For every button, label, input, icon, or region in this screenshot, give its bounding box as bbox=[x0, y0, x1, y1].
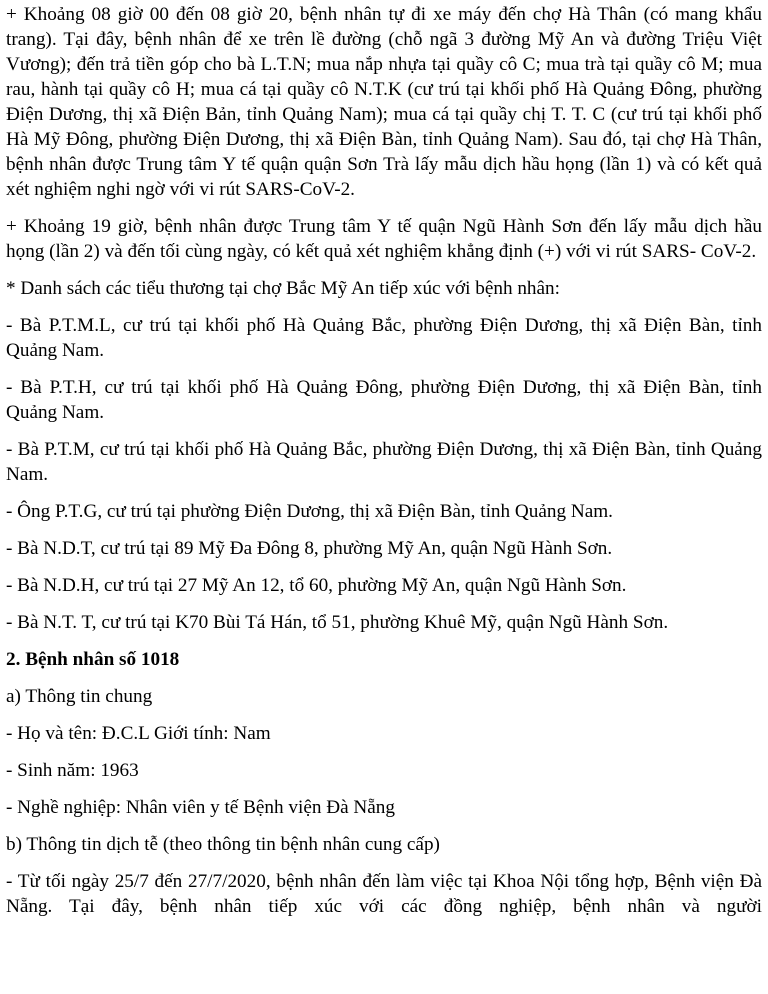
list-item-trader-1: - Bà P.T.M.L, cư trú tại khối phố Hà Quảng Bắc, phường Điện Dương, thị xã Điện Bàn, tỉnh Quảng Nam. bbox=[6, 315, 762, 361]
section-heading-patient-1018: 2. Bệnh nhân số 1018 bbox=[6, 649, 180, 670]
list-item-trader-2: - Bà P.T.H, cư trú tại khối phố Hà Quảng Đông, phường Điện Dương, thị xã Điện Bàn, tỉnh Quảng Nam. bbox=[6, 377, 762, 423]
field-name-gender: - Họ và tên: Đ.C.L Giới tính: Nam bbox=[6, 723, 271, 744]
paragraph-work-history: - Từ tối ngày 25/7 đến 27/7/2020, bệnh nhân đến làm việc tại Khoa Nội tổng hợp, Bệnh viện Đà Nẵng. Tại đây, bệnh nhân tiếp xúc với các đồng nghiệp, bệnh nhân và người bbox=[6, 871, 762, 917]
list-item-trader-5: - Bà N.D.T, cư trú tại 89 Mỹ Đa Đông 8, phường Mỹ An, quận Ngũ Hành Sơn. bbox=[6, 538, 613, 559]
document-page bbox=[6, 2, 762, 931]
list-item-trader-7: - Bà N.T. T, cư trú tại K70 Bùi Tá Hán, tổ 51, phường Khuê Mỹ, quận Ngũ Hành Sơn. bbox=[6, 612, 669, 633]
list-item-trader-4: - Ông P.T.G, cư trú tại phường Điện Dương, thị xã Điện Bàn, tỉnh Quảng Nam. bbox=[6, 501, 613, 522]
paragraph-ha-than-market-visit: + Khoảng 08 giờ 00 đến 08 giờ 20, bệnh nhân tự đi xe máy đến chợ Hà Thân (có mang khẩu trang). Tại đây, bệnh nhân để xe trên lề đường (chỗ ngã 3 đường Mỹ An và đường Triệu Việt Vương); đến trả tiền góp cho bà L.T.N; mua nắp nhựa tại quầy cô C; mua trà tại quầy cô M; mua rau, hành tại quầy cô H; mua cá tại quầy cô N.T.K (cư trú tại khối phố Hà Quảng Đông, phường Điện Dương, thị xã Điện Bản, tỉnh Quảng Nam); mua cá tại quầy chị T. T. C (cư trú tại khối phố Hà Mỹ Đông, phường Điện Dương, thị xã Điện Bàn, tỉnh Quảng Nam). Sau đó, tại chợ Hà Thân, bệnh nhân được Trung tâm Y tế quận quận Sơn Trà lấy mẫu dịch hầu họng (lần 1) và có kết quả xét nghiệm nghi ngờ với vi rút SARS-CoV-2. bbox=[6, 4, 762, 200]
field-birth-year: - Sinh năm: 1963 bbox=[6, 760, 139, 781]
subheading-general-info: a) Thông tin chung bbox=[6, 686, 153, 707]
paragraph-second-sample: + Khoảng 19 giờ, bệnh nhân được Trung tâm Y tế quận Ngũ Hành Sơn đến lấy mẫu dịch hầu họng (lần 2) và đến tối cùng ngày, có kết quả xét nghiệm khẳng định (+) với vi rút SARS- CoV-2. bbox=[6, 216, 762, 262]
subheading-epidemiology: b) Thông tin dịch tễ (theo thông tin bệnh nhân cung cấp) bbox=[6, 834, 440, 855]
list-item-trader-6: - Bà N.D.H, cư trú tại 27 Mỹ An 12, tổ 60, phường Mỹ An, quận Ngũ Hành Sơn. bbox=[6, 575, 627, 596]
list-item-trader-3: - Bà P.T.M, cư trú tại khối phố Hà Quảng Bắc, phường Điện Dương, thị xã Điện Bàn, tỉnh Quảng Nam. bbox=[6, 439, 762, 485]
paragraph-trader-list-intro: * Danh sách các tiểu thương tại chợ Bắc Mỹ An tiếp xúc với bệnh nhân: bbox=[6, 278, 560, 299]
field-occupation: - Nghề nghiệp: Nhân viên y tế Bệnh viện Đà Nẵng bbox=[6, 797, 395, 818]
